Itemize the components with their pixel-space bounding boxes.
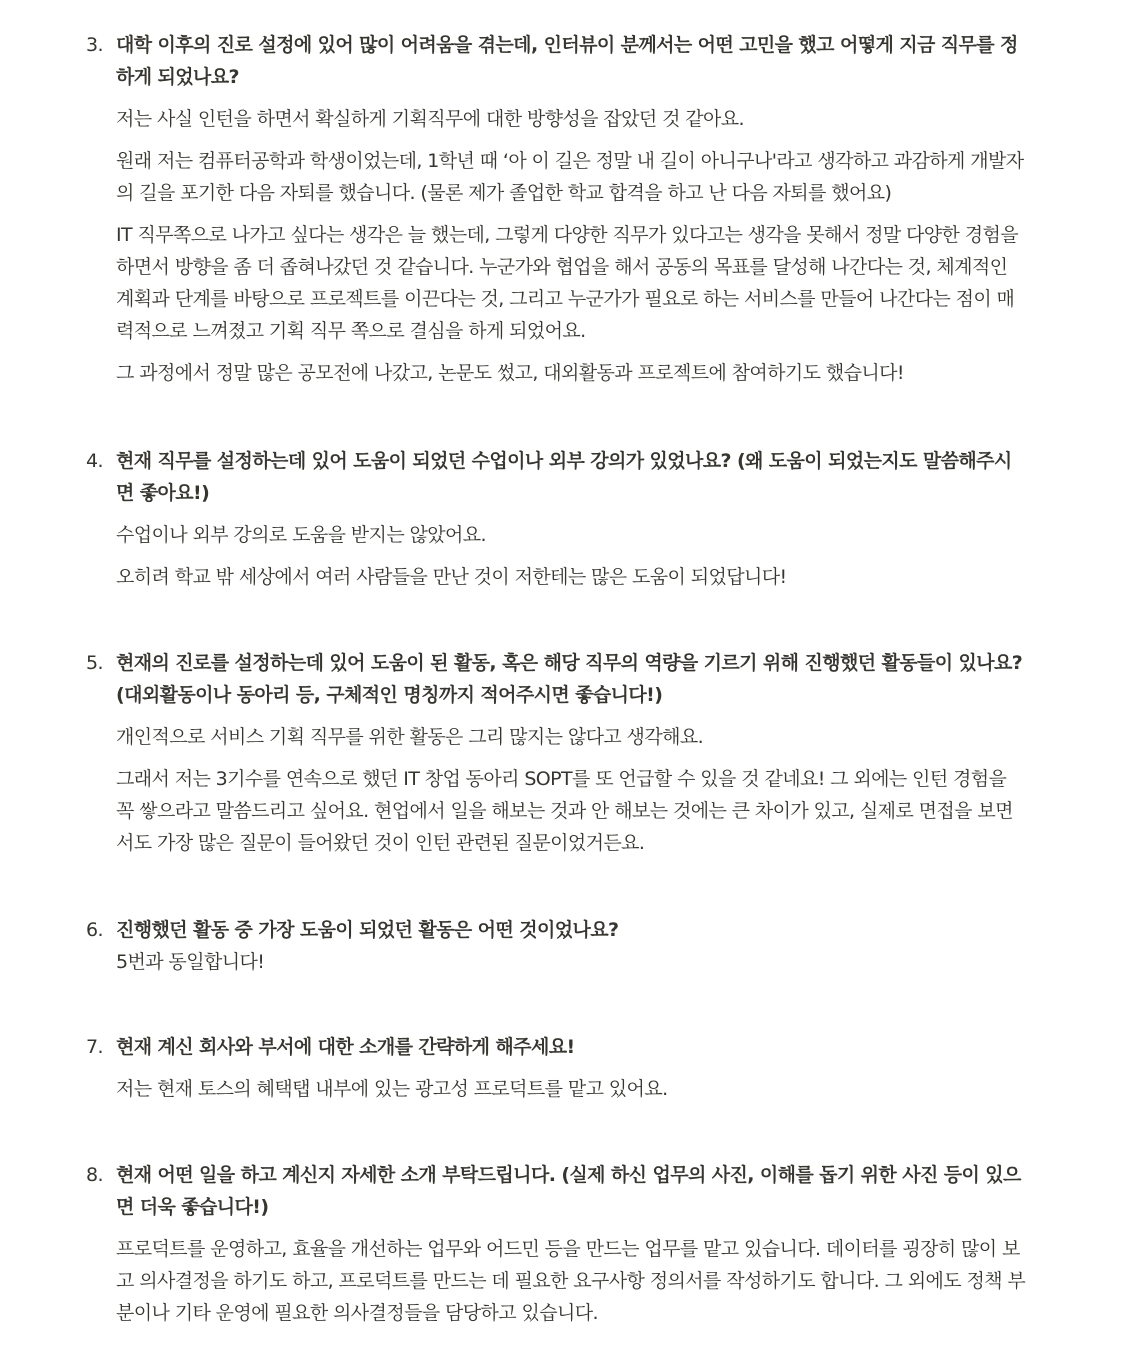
answer-paragraph: 수업이나 외부 강의로 도움을 받지는 않았어요. xyxy=(116,524,486,546)
question-number: 8. xyxy=(86,1164,103,1186)
question-text: 현재 직무를 설정하는데 있어 도움이 되었던 수업이나 외부 강의가 있었나요? (왜 도움이 되었는지도 말씀해주시면 좋아요!) xyxy=(116,450,1012,504)
question-number: 6. xyxy=(86,919,103,941)
question-text: 현재의 진로를 설정하는데 있어 도움이 된 활동, 혹은 해당 직무의 역량을 기르기 위해 진행했던 활동들이 있나요? (대외활동이나 동아리 등, 구체적인 명칭까지 적어주시면 좋습니다!) xyxy=(116,652,1023,706)
question-number: 4. xyxy=(86,450,103,472)
question-6 xyxy=(86,914,1026,946)
question-3 xyxy=(86,29,1026,93)
question-text: 현재 계신 회사와 부서에 대한 소개를 간략하게 해주세요! xyxy=(116,1036,575,1058)
question-text: 진행했던 활동 중 가장 도움이 되었던 활동은 어떤 것이었나요? xyxy=(116,919,619,941)
answer-paragraph: 저는 사실 인턴을 하면서 확실하게 기획직무에 대한 방향성을 잡았던 것 같아요. xyxy=(116,108,744,130)
qa-item-3 xyxy=(86,29,1026,389)
answer-paragraph: 개인적으로 서비스 기획 직무를 위한 활동은 그리 많지는 않다고 생각해요. xyxy=(116,726,704,748)
answer-paragraph: 프로덕트를 운영하고, 효율을 개선하는 업무와 어드민 등을 만드는 업무를 맡고 있습니다. 데이터를 굉장히 많이 보고 의사결정을 하기도 하고, 프로덕트를 만드는 데 필요한 요구사항 정의서를 작성하기도 합니다. 그 외에도 정책 부분이나 기타 운영에 필요한 의사결정들을 담당하고 있습니다. xyxy=(116,1238,1026,1324)
qa-item-4 xyxy=(86,445,1026,593)
answer-paragraph: 원래 저는 컴퓨터공학과 학생이었는데, 1학년 때 ‘아 이 길은 정말 내 길이 아니구나'라고 생각하고 과감하게 개발자의 길을 포기한 다음 자퇴를 했습니다. (물론 제가 졸업한 학교 합격을 하고 난 다음 자퇴를 했어요) xyxy=(116,150,1024,204)
answer-paragraph: 그래서 저는 3기수를 연속으로 했던 IT 창업 동아리 SOPT를 또 언급할 수 있을 것 같네요! 그 외에는 인턴 경험을 꼭 쌓으라고 말씀드리고 싶어요. 현업에서 일을 해보는 것과 안 해보는 것에는 큰 차이가 있고, 실제로 면접을 보면서도 가장 많은 질문이 들어왔던 것이 인턴 관련된 질문이었거든요. xyxy=(116,768,1013,854)
question-5 xyxy=(86,647,1026,711)
question-text: 현재 어떤 일을 하고 계신지 자세한 소개 부탁드립니다. (실제 하신 업무의 사진, 이해를 돕기 위한 사진 등이 있으면 더욱 좋습니다!) xyxy=(116,1164,1021,1218)
question-text: 대학 이후의 진로 설정에 있어 많이 어려움을 겪는데, 인터뷰이 분께서는 어떤 고민을 했고 어떻게 지금 직무를 정하게 되었나요? xyxy=(116,34,1018,88)
question-8 xyxy=(86,1159,1026,1223)
answer-paragraph: 그 과정에서 정말 많은 공모전에 나갔고, 논문도 썼고, 대외활동과 프로젝트에 참여하기도 했습니다! xyxy=(116,362,904,384)
answer-paragraph: 5번과 동일합니다! xyxy=(116,951,265,973)
question-number: 5. xyxy=(86,652,103,674)
question-number: 7. xyxy=(86,1036,103,1058)
question-4 xyxy=(86,445,1026,509)
qa-item-6 xyxy=(86,914,1026,978)
answer-paragraph: 오히려 학교 밖 세상에서 여러 사람들을 만난 것이 저한테는 많은 도움이 되었답니다! xyxy=(116,566,787,588)
answer-paragraph: 저는 현재 토스의 혜택탭 내부에 있는 광고성 프로덕트를 맡고 있어요. xyxy=(116,1078,668,1100)
qa-item-7 xyxy=(86,1031,1026,1105)
answer-paragraph: IT 직무쪽으로 나가고 싶다는 생각은 늘 했는데, 그렇게 다양한 직무가 있다고는 생각을 못해서 정말 다양한 경험을 하면서 방향을 좀 더 좁혀나갔던 것 같습니다. 누군가와 협업을 해서 공동의 목표를 달성해 나간다는 것, 체계적인 계획과 단계를 바탕으로 프로젝트를 이끈다는 것, 그리고 누군가가 필요로 하는 서비스를 만들어 나간다는 점이 매력적으로 느껴졌고 기획 직무 쪽으로 결심을 하게 되었어요. xyxy=(116,224,1018,342)
qa-item-8 xyxy=(86,1159,1026,1329)
question-number: 3. xyxy=(86,34,103,56)
question-7 xyxy=(86,1031,1026,1063)
qa-item-5 xyxy=(86,647,1026,859)
